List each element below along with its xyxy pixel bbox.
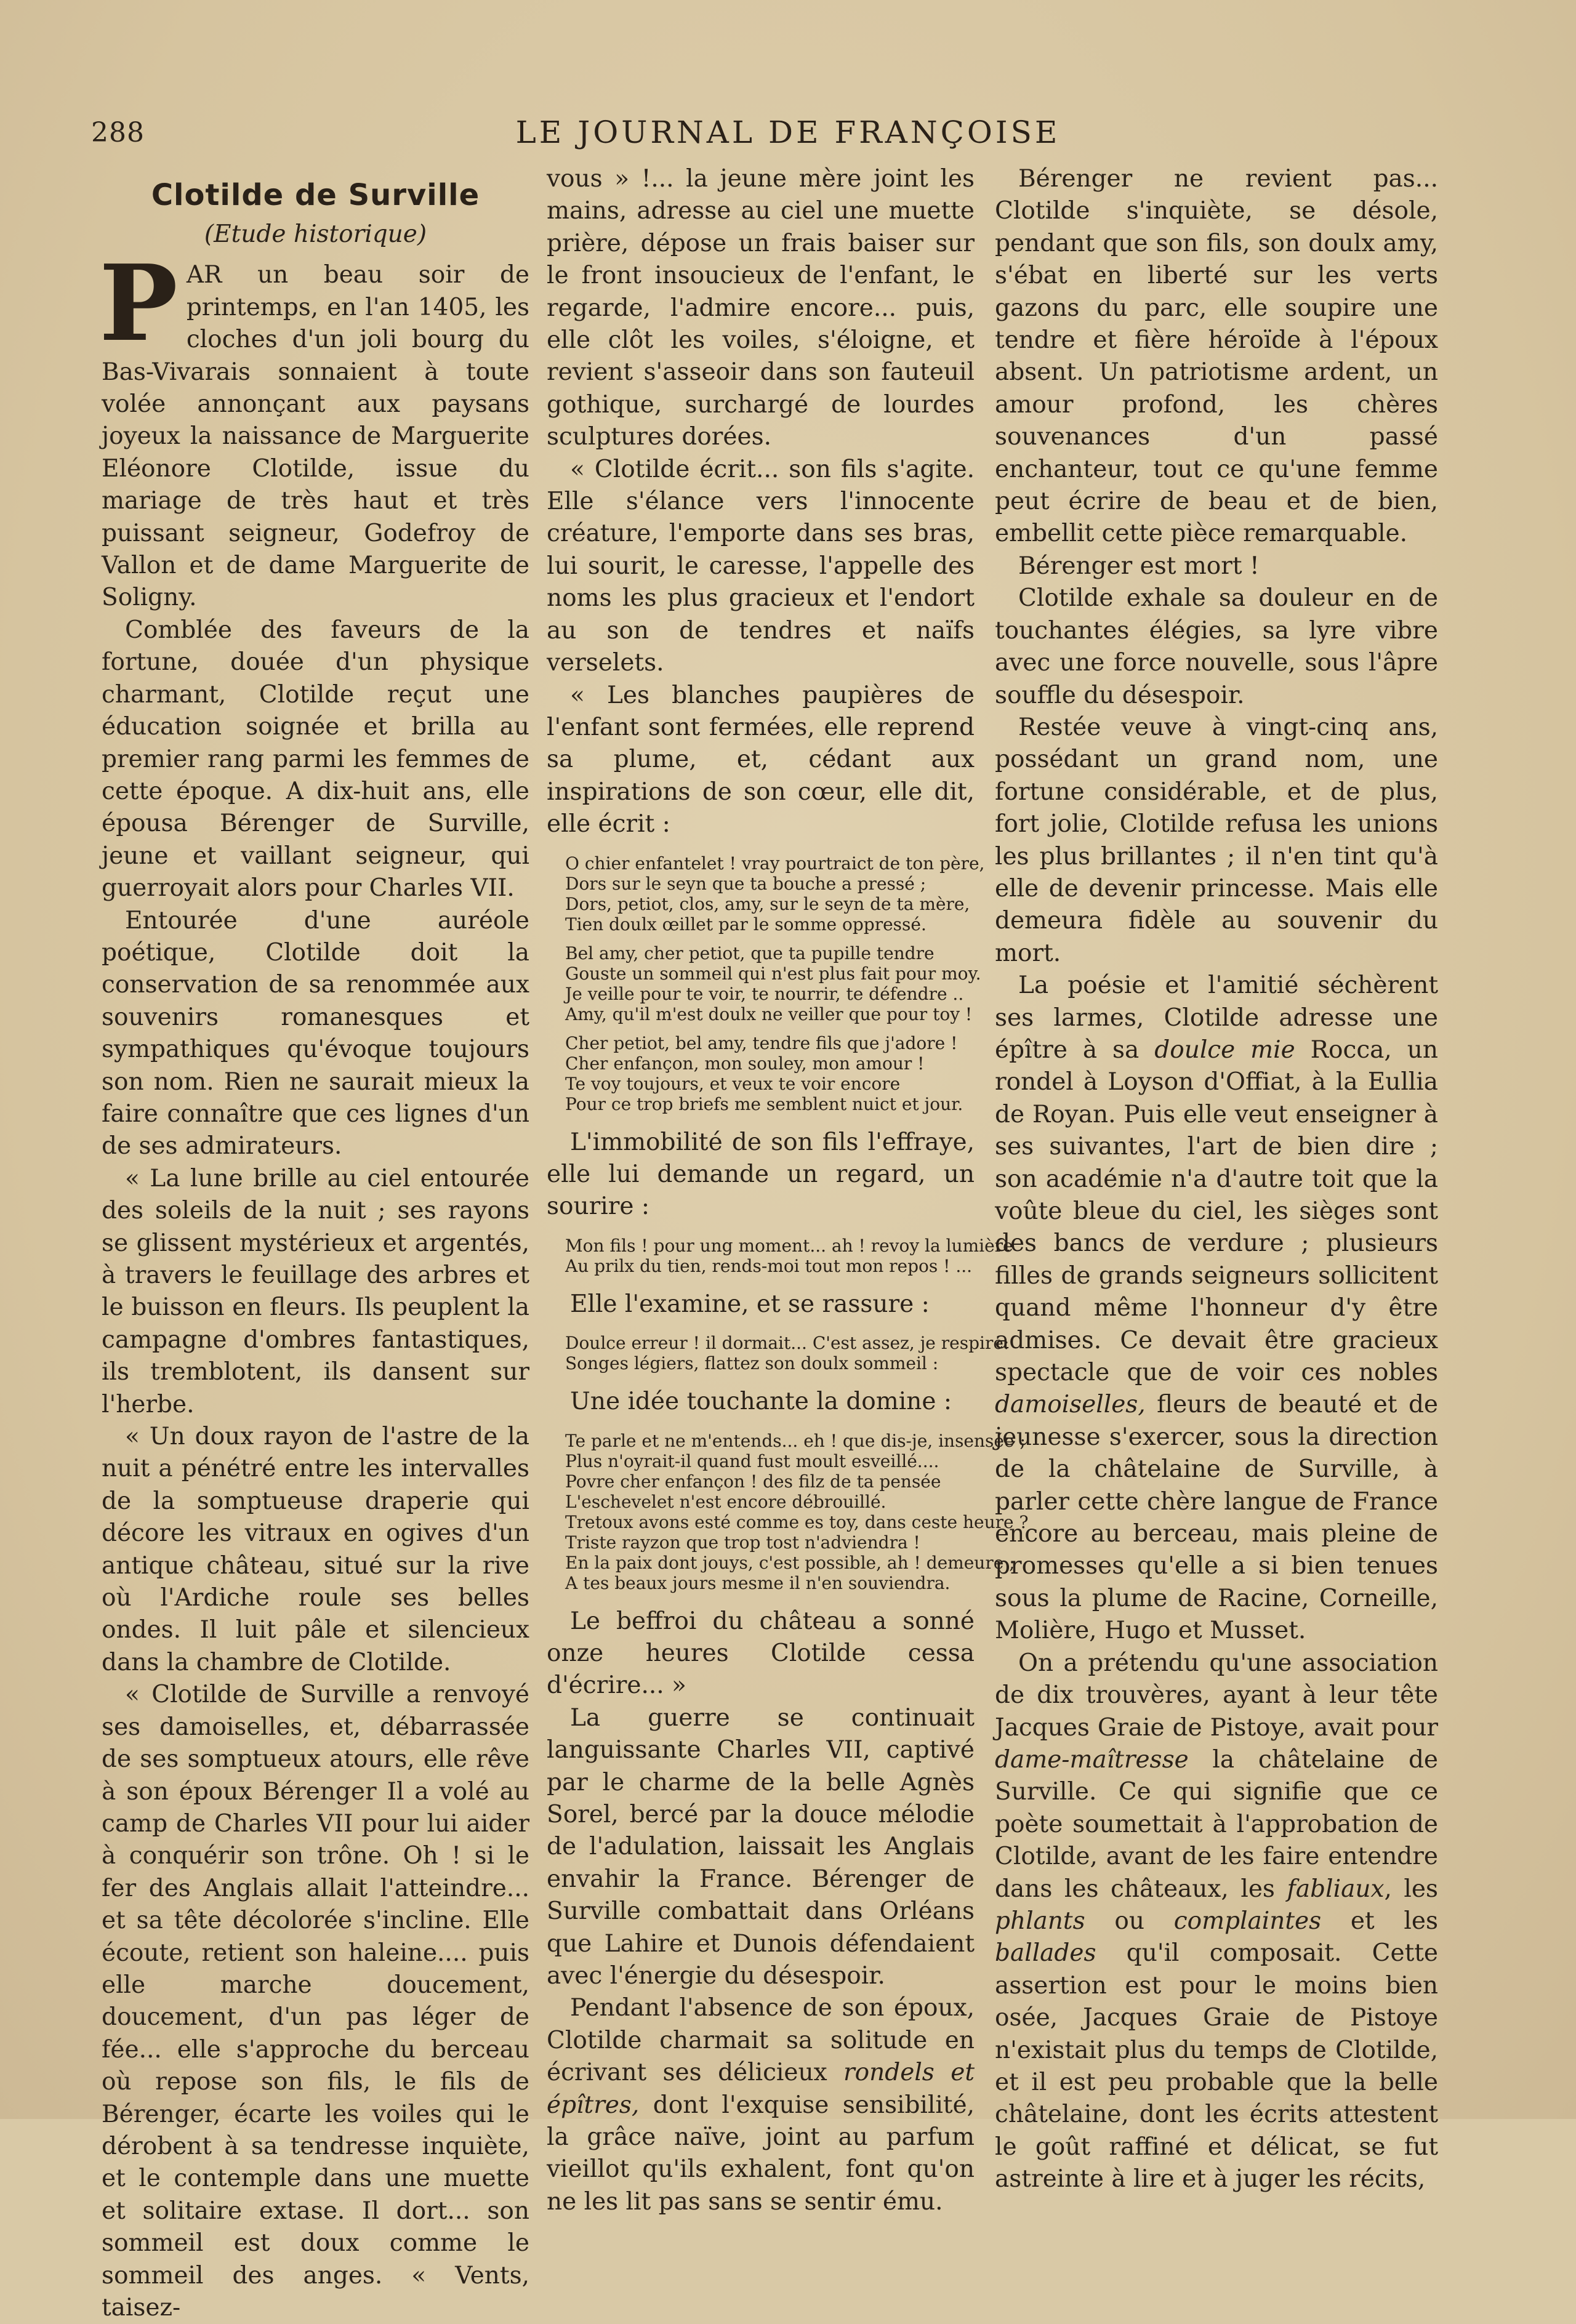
- paragraph: Pendant l'absence de son époux, Clotilde charmait sa solitude en écrivant ses délicieux rondels et épîtres, dont l'exquise sensibilité, la grâce naïve, joint au parfum vieillot qu'ils exhalent, font qu'on ne les lit pas sans se sentir ému.: [547, 1994, 975, 2216]
- verse-line: En la paix dont jouys, c'est possible, ah ! demeure ;: [565, 1552, 1015, 1573]
- article-subtitle: (Etude historique): [204, 220, 427, 248]
- verse-line: A tes beaux jours mesme il n'en souviendra.: [565, 1572, 951, 1593]
- verse-line: Te voy toujours, et veux te voir encore: [565, 1073, 901, 1094]
- paragraph: vous » !... la jeune mère joint les mains, adresse au ciel une muette prière, dépose un frais baiser sur le front insoucieux de l'enfant, le regarde, l'admire encore... puis, elle clôt les voiles, s'éloigne, et revient s'asseoir dans son fauteuil gothique, surchargé de lourdes sculptures dorées.: [547, 165, 975, 451]
- page-number: 288: [91, 117, 145, 148]
- paragraph: Clotilde exhale sa douleur en de touchantes élégies, sa lyre vibre avec une force nouvelle, sous l'âpre souffle du désespoir.: [995, 584, 1438, 709]
- verse-line: Cher enfançon, mon souley, mon amour !: [565, 1053, 925, 1074]
- verse-block: [565, 1333, 1010, 1374]
- verse-line: O chier enfantelet ! vray pourtraict de ton père,: [565, 853, 985, 874]
- verse-line: Tretoux avons esté comme es toy, dans ceste heure ?: [565, 1511, 1029, 1532]
- paragraph: « Clotilde écrit... son fils s'agite. Elle s'élance vers l'innocente créature, l'emporte dans ses bras, lui sourit, le caresse, l'appelle des noms les plus gracieux et l'endort au son de tendres et naïfs verselets.: [547, 455, 975, 677]
- column-1: [99, 163, 529, 2324]
- verse-line: Tien doulx œillet par le somme oppressé.: [565, 914, 927, 935]
- drop-cap: P: [99, 242, 178, 366]
- paragraph: « Les blanches paupières de l'enfant sont fermées, elle reprend sa plume, et, cédant aux inspirations de son cœur, elle dit, elle écrit :: [547, 681, 975, 838]
- verse-line: Dors sur le seyn que ta bouche a pressé ;: [565, 873, 927, 894]
- paragraph: PAR un beau soir de printemps, en l'an 1405, les cloches d'un joli bourg du Bas-Vivarais sonnaient à toute volée annonçant aux paysans joyeux la naissance de Marguerite Eléonore Clotilde, issue du mariage de très haut et très puissant seigneur, Godefroy de Vallon et de dame Marguerite de Soligny.: [99, 242, 529, 612]
- verse-block: [565, 1235, 1013, 1276]
- paragraph: Restée veuve à vingt-cinq ans, possédant un grand nom, une fortune considérable, et de plus, fort jolie, Clotilde refusa les unions les plus brillantes ; il n'en tint qu'à elle de devenir princesse. Mais elle demeura fidèle au souvenir du mort.: [995, 713, 1438, 967]
- paragraph: Elle l'examine, et se rassure :: [570, 1290, 930, 1318]
- verse-line: Doulce erreur ! il dormait... C'est assez, je respire:: [565, 1333, 1010, 1354]
- verse-line: Dors, petiot, clos, amy, sur le seyn de ta mère,: [565, 893, 970, 914]
- verse-line: Au prilx du tien, rends-moi tout mon repos ! ...: [565, 1255, 973, 1276]
- paragraph: Le beffroi du château a sonné onze heures Clotilde cessa d'écrire... »: [547, 1607, 975, 1700]
- column-2: [547, 163, 1029, 2218]
- verse-line: Te parle et ne m'entends... eh ! que dis-je, insensée ;: [565, 1430, 1026, 1451]
- verse-line: Pour ce trop briefs me semblent nuict et jour.: [565, 1093, 963, 1114]
- verse-line: Amy, qu'il m'est doulx ne veiller que pour toy !: [565, 1003, 973, 1024]
- verse-block: [565, 1430, 1029, 1593]
- verse-line: Je veille pour te voir, te nourrir, te défendre ..: [565, 983, 964, 1004]
- paragraph: Comblée des faveurs de la fortune, douée d'un physique charmant, Clotilde reçut une éducation soignée et brilla au premier rang parmi les femmes de cette époque. A dix-huit ans, elle épousa Bérenger de Surville, jeune et vaillant seigneur, qui guerroyait alors pour Charles VII.: [102, 616, 529, 903]
- paragraph: « La lune brille au ciel entourée des soleils de la nuit ; ses rayons se glissent mystérieux et argentés, à travers le feuillage des arbres et le buisson en fleurs. Ils peuplent la campagne d'ombres fantastiques, ils tremblotent, ils dansent sur l'herbe.: [102, 1164, 529, 1418]
- verse-line: Songes légiers, flattez son doulx sommeil :: [565, 1353, 939, 1374]
- verse-line: Gouste un sommeil qui n'est plus fait pour moy.: [565, 963, 981, 984]
- stanza: [565, 943, 981, 1024]
- paragraph: Bérenger est mort !: [1018, 552, 1260, 580]
- verse-line: Cher petiot, bel amy, tendre fils que j'adore !: [565, 1032, 958, 1053]
- paragraph: Entourée d'une auréole poétique, Clotilde doit la conservation de sa renommée aux souvenirs romanesques et sympathiques qu'évoque toujours son nom. Rien ne saurait mieux la faire connaître que ces lignes d'un de ses admirateurs.: [102, 906, 529, 1160]
- paragraph: « Un doux rayon de l'astre de la nuit a pénétré entre les intervalles de la somptueuse draperie qui décore les vitraux en ogives d'un antique château, situé sur la rive où l'Ardiche roule ses belles ondes. Il luit pâle et silencieux dans la chambre de Clotilde.: [102, 1423, 529, 1676]
- stanza: [565, 853, 985, 935]
- verse-block: [565, 853, 985, 1114]
- stanza: [565, 1033, 975, 1114]
- article-title: Clotilde de Surville: [151, 178, 480, 212]
- paragraph: L'immobilité de son fils l'effraye, elle lui demande un regard, un sourire :: [547, 1128, 975, 1221]
- paragraph: « Clotilde de Surville a renvoyé ses damoiselles, et, débarrassée de ses somptueux atours, elle rêve à son époux Bérenger Il a volé au camp de Charles VII pour lui aider à conquérir son trône. Oh ! si le fer des Anglais allait l'atteindre... et sa tête décolorée s'incline. Elle écoute, retient son haleine.... puis elle marche doucement, doucement, d'un pas léger de fée... elle s'approche du berceau où repose son fils, le fils de Bérenger, écarte les voiles qui le dérobent à sa tendresse inquiète, et le contemple dans une muette et solitaire extase. Il dort... son sommeil est doux comme le sommeil des anges. « Vents, taisez-: [102, 1681, 529, 2322]
- verse-line: Povre cher enfançon ! des filz de ta pensée: [565, 1471, 941, 1492]
- paragraph: Une idée touchante la domine :: [570, 1388, 952, 1416]
- paragraph: Bérenger ne revient pas... Clotilde s'inquiète, se désole, pendant que son fils, son doulx amy, s'ébat en liberté sur les verts gazons du parc, elle soupire une tendre et fière héroïde à l'époux absent. Un patriotisme ardent, un amour profond, les chères souvenances d'un passé enchanteur, tout ce qu'une femme peut écrire de beau et de bien, embellit cette pièce remarquable.: [995, 165, 1438, 548]
- verse-line: Plus n'oyrait-il quand fust moult esveillé....: [565, 1450, 939, 1471]
- verse-line: Mon fils ! pour ung moment... ah ! revoy la lumière: [565, 1235, 1013, 1256]
- paragraph: La guerre se continuait languissante Charles VII, captivé par le charme de la belle Agnès Sorel, bercé par la douce mélodie de l'adulation, laissait les Anglais envahir la France. Bérenger de Surville combattait dans Orléans que Lahire et Dunois défendaient avec l'énergie du désespoir.: [547, 1703, 975, 1990]
- verse-line: L'eschevelet n'est encore débrouillé.: [565, 1491, 886, 1512]
- paragraph: La poésie et l'amitié séchèrent ses larmes, Clotilde adresse une épître à sa doulce mie Rocca, un rondel à Loyson d'Offiat, à la Eullia de Royan. Puis elle veut enseigner à ses suivantes, l'art de bien dire ; son académie n'a d'autre toit que la voûte bleue du ciel, les sièges sont des bancs de verdure ; plusieurs filles de grands seigneurs sollicitent quand même l'honneur d'y être admises. Ce devait être gracieux spectacle que de voir ces nobles damoiselles, fleurs de beauté et de jeunesse s'exercer, sous la direction de la châtelaine de Surville, à parler cette chère langue de France encore au berceau, mais pleine de promesses qu'elle a si bien tenues sous la plume de Racine, Corneille, Molière, Hugo et Musset.: [995, 971, 1438, 1645]
- paragraph: On a prétendu qu'une association de dix trouvères, ayant à leur tête Jacques Graie de Pistoye, avait pour dame-maîtresse la châtelaine de Surville. Ce qui signifie que ce poète soumettait à l'approbation de Clotilde, avant de les faire entendre dans les châteaux, les fabliaux, les phlants ou complaintes et les ballades qu'il composait. Cette assertion est pour le moins bien osée, Jacques Graie de Pistoye n'existait plus du temps de Clotilde, et il est peu probable que la belle châtelaine, dont les écrits attestent le goût raffiné et délicat, se fut astreinte à lire et à juger les récits,: [995, 1649, 1438, 2193]
- verse-line: Bel amy, cher petiot, que ta pupille tendre: [565, 943, 935, 963]
- running-head: LE JOURNAL DE FRANÇOISE: [515, 115, 1061, 150]
- column-3: [995, 163, 1438, 2196]
- verse-line: Triste rayzon que trop tost n'adviendra !: [565, 1532, 920, 1553]
